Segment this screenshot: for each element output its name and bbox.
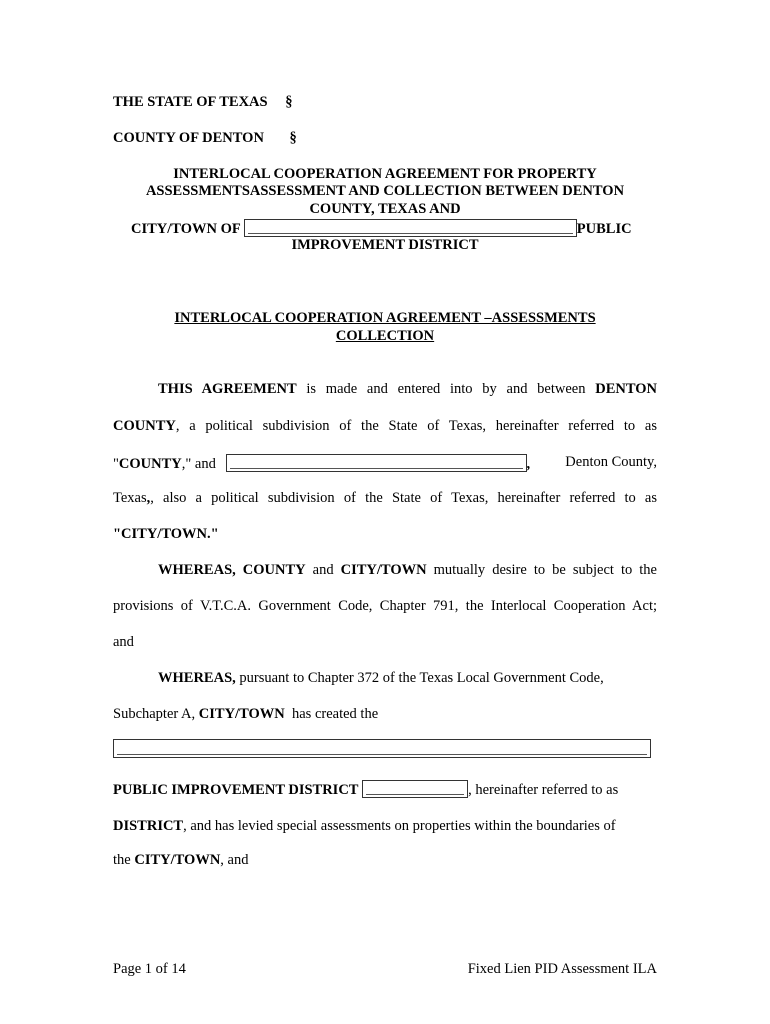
subtitle-line-1: INTERLOCAL COOPERATION AGREEMENT –ASSESSMENTS (174, 310, 596, 326)
district-number-field[interactable] (362, 780, 468, 798)
para1-line5: "CITY/TOWN." (113, 526, 219, 542)
district-name-field[interactable] (113, 739, 651, 758)
public-label: PUBLIC (576, 221, 632, 237)
para2-line2: provisions of V.T.C.A. Government Code, Chapter 791, the Interlocal Cooperation Act; (113, 598, 657, 614)
section-symbol: § (289, 130, 297, 146)
para2-line3: and (113, 634, 134, 650)
title-line-5: IMPROVEMENT DISTRICT (291, 237, 479, 253)
para4-line1: PUBLIC IMPROVEMENT DISTRICT , hereinafter referred to as (113, 782, 619, 798)
state-label: THE STATE OF TEXAS (113, 94, 268, 110)
title-line-3: COUNTY, TEXAS AND (309, 201, 461, 217)
county-line (113, 130, 297, 147)
para3-line2: Subchapter A, CITY/TOWN has created the (113, 706, 379, 722)
title-line-2: ASSESSMENTSASSESSMENT AND COLLECTION BETWEEN DENTON (145, 183, 625, 199)
city-name-field-2[interactable] (226, 454, 527, 472)
title-line-1: INTERLOCAL COOPERATION AGREEMENT FOR PROPERTY (173, 166, 597, 182)
para2-line1: WHEREAS, COUNTY and CITY/TOWN mutually desire to be subject to the (158, 562, 657, 578)
state-line (113, 94, 292, 111)
para4-line2: DISTRICT, and has levied special assessments on properties within the boundaries of (113, 818, 616, 834)
city-town-of-label: CITY/TOWN OF (131, 221, 241, 237)
page-number: Page 1 of 14 (113, 961, 186, 977)
county-label: COUNTY OF DENTON (113, 130, 264, 146)
para4-line3: the CITY/TOWN, and (113, 852, 249, 868)
section-symbol: § (285, 94, 293, 110)
para1-line4: Texas,, also a political subdivision of the State of Texas, hereinafter referred to as (113, 490, 657, 506)
document-name: Fixed Lien PID Assessment ILA (467, 961, 657, 977)
title-line-4 (131, 219, 632, 238)
para1-line2: COUNTY, a political subdivision of the State of Texas, hereinafter referred to as (113, 418, 657, 434)
para3-line1: WHEREAS, pursuant to Chapter 372 of the Texas Local Government Code, (158, 670, 604, 686)
subtitle-line-2: COLLECTION (335, 328, 435, 344)
para1-line3: "COUNTY," and , Denton County, (113, 454, 657, 472)
para1-line1: THIS AGREEMENT is made and entered into by and between DENTON (158, 381, 657, 397)
city-name-field[interactable] (244, 219, 577, 237)
